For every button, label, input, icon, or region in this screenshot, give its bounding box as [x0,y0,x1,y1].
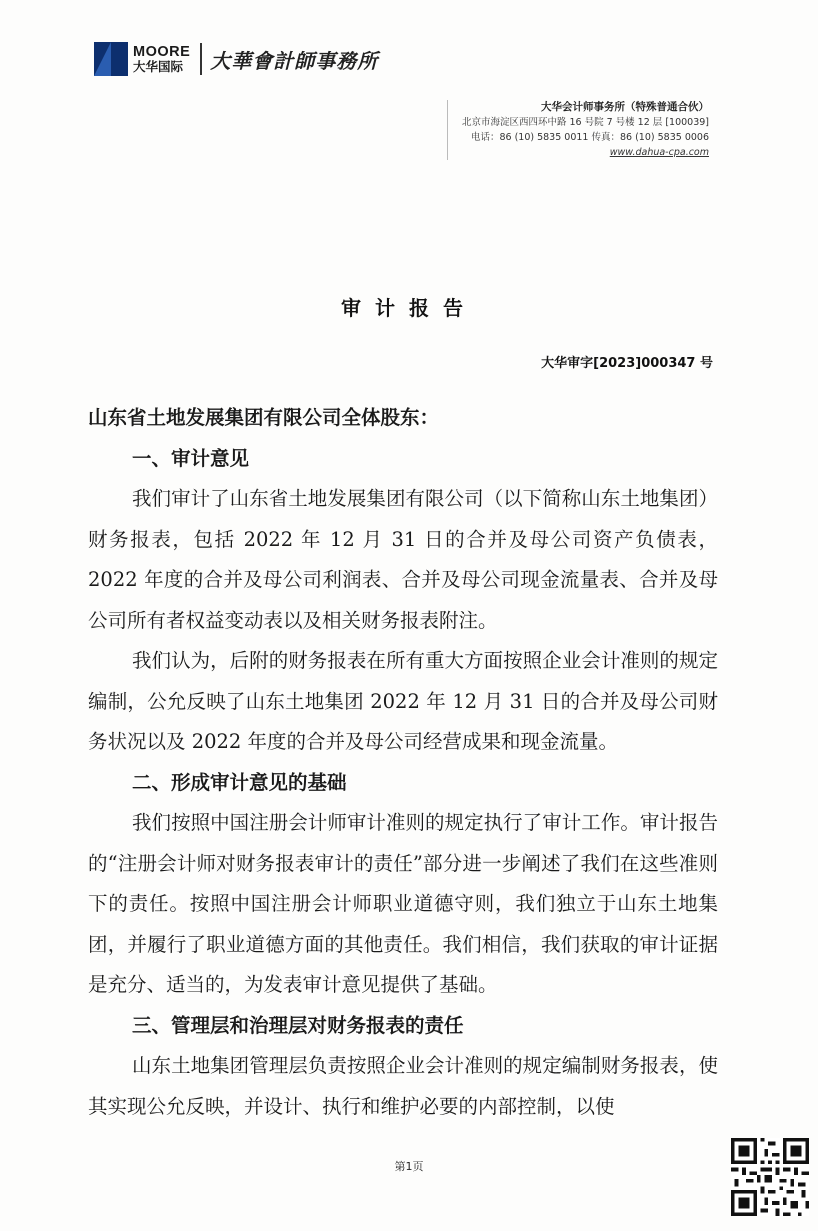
logo-divider [200,43,202,75]
moore-logo-icon [94,42,128,76]
page-number: 第1页 [394,1160,424,1173]
report-number: 大华审字[2023]000347 号 [541,356,713,371]
paragraph: 山东土地集团管理层负责按照企业会计准则的规定编制财务报表，使其实现公允反映，并设计、执行和维护必要的内部控制，以使 [88,1054,718,1118]
paragraph: 我们审计了山东省土地发展集团有限公司（以下简称山东土地集团）财务报表，包括 2022 年 12 月 31 日的合并及母公司资产负债表，2022 年度的合并及母公司利润表、合并及母公司现金流量表、合并及母公司所有者权益变动表以及相关财务报表附注。 [88,487,718,632]
letterhead-logo [94,42,378,76]
firm-logo-text: 大華會計師事務所 [210,48,379,73]
section-heading-basis: 二、形成审计意见的基础 [132,770,347,794]
logo-en: MOORE [133,43,191,60]
firm-website[interactable]: www.dahua-cpa.com [609,147,709,158]
paragraph: 我们认为，后附的财务报表在所有重大方面按照企业会计准则的规定编制，公允反映了山东土地集团 2022 年 12 月 31 日的合并及母公司财务状况以及 2022 年度的合并及母公司经营成果和现金流量。 [88,649,718,753]
logo-cn: 大华国际 [133,59,184,75]
firm-name: 大华会计师事务所（特殊普通合伙） [541,101,709,113]
section-heading-responsibility: 三、管理层和治理层对财务报表的责任 [132,1013,464,1037]
page-title: 审计报告 [341,296,477,320]
logo-text [133,45,190,73]
addressee: 山东省土地发展集团有限公司全体股东： [88,406,440,429]
section-heading-opinion: 一、审计意见 [132,446,250,470]
qr-code-icon [731,1138,809,1216]
paragraph: 我们按照中国注册会计师审计准则的规定执行了审计工作。审计报告的“注册会计师对财务报表审计的责任”部分进一步阐述了我们在这些准则下的责任。按照中国注册会计师职业道德守则，我们独立于山东土地集团，并履行了职业道德方面的其他责任。我们相信，我们获取的审计证据是充分、适当的，为发表审计意见提供了基础。 [88,811,718,996]
report-body [88,398,718,1127]
firm-contact-block [447,100,709,160]
firm-phone: 电话：86 (10) 5835 0011 传真：86 (10) 5835 0006 [470,132,709,143]
firm-address: 北京市海淀区西四环中路 16 号院 7 号楼 12 层 [100039] [461,117,709,128]
